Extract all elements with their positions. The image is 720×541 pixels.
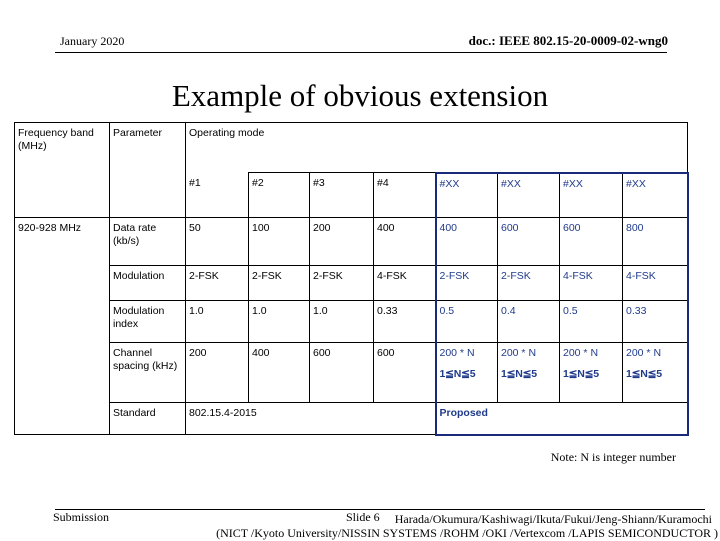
table-cell-proposed: [623, 343, 688, 403]
table-cell-empty: [15, 173, 110, 218]
standard-existing: 802.15.4-2015: [186, 403, 436, 435]
table-cell-proposed: 2-FSK: [498, 266, 560, 301]
channel-spacing-formula: 200 * N: [501, 347, 537, 359]
header-date: January 2020: [60, 34, 125, 48]
footnote: Note: N is integer number: [550, 450, 676, 464]
table-cell-empty: [110, 173, 186, 218]
table-cell-proposed: 0.4: [498, 301, 560, 343]
table-cell-proposed: 600: [560, 218, 623, 266]
slide-title: Example of obvious extension: [171, 78, 549, 113]
table-cell-proposed: 4-FSK: [560, 266, 623, 301]
table-cell-proposed: 0.33: [623, 301, 688, 343]
mode-label: #1: [186, 173, 249, 218]
channel-spacing-formula: 200 * N: [563, 347, 599, 359]
mode-label-proposed: #XX: [436, 173, 498, 218]
slide-number: Slide 6: [346, 510, 380, 524]
table-cell-proposed: [436, 343, 498, 403]
table-cell: 1.0: [310, 301, 374, 343]
table-cell: 200: [310, 218, 374, 266]
table-cell: 1.0: [249, 301, 310, 343]
footer-submission: Submission: [53, 510, 110, 524]
header-doc-id: doc.: IEEE 802.15-20-0009-02-wng0: [468, 33, 668, 48]
mode-label-proposed: #XX: [498, 173, 560, 218]
table-cell: 0.33: [374, 301, 436, 343]
header-divider: [55, 52, 667, 53]
table-cell: 1.0: [186, 301, 249, 343]
table-cell: 50: [186, 218, 249, 266]
table-cell: 400: [374, 218, 436, 266]
standard-proposed: [436, 403, 688, 435]
table-cell-proposed: 800: [623, 218, 688, 266]
channel-range: 1≦N≦5: [439, 368, 476, 380]
table-cell-proposed: 0.5: [436, 301, 498, 343]
col-header-operating-mode: Operating mode: [186, 123, 688, 173]
channel-range: 1≦N≦5: [626, 368, 662, 380]
channel-range: 1≦N≦5: [501, 368, 537, 380]
param-label-modulation: Modulation: [110, 266, 186, 301]
mode-label: #3: [310, 173, 374, 218]
table-cell: 4-FSK: [374, 266, 436, 301]
footer-affiliations: (NICT /Kyoto University/NISSIN SYSTEMS /ROHM /OKI /Vertexcom /LAPIS SEMICONDUCTOR ): [216, 526, 718, 540]
table-cell: 400: [249, 343, 310, 403]
operating-mode-table: [14, 122, 689, 436]
table-cell-proposed: 2-FSK: [436, 266, 498, 301]
proposed-label: Proposed: [439, 407, 488, 419]
mode-label-proposed: #XX: [623, 173, 688, 218]
channel-spacing-formula: 200 * N: [626, 347, 662, 359]
table-cell-proposed: [560, 343, 623, 403]
mode-label: #4: [374, 173, 436, 218]
param-label-standard: Standard: [110, 403, 186, 435]
footer-authors: Harada/Okumura/Kashiwagi/Ikuta/Fukui/Jeng-Shiann/Kuramochi: [394, 512, 712, 526]
col-header-frequency-band: Frequency band (MHz): [15, 123, 110, 173]
table-cell: 2-FSK: [249, 266, 310, 301]
mode-label-proposed: #XX: [560, 173, 623, 218]
param-label-modulation-index: Modulation index: [110, 301, 186, 343]
table-cell: 2-FSK: [310, 266, 374, 301]
table-cell-proposed: 4-FSK: [623, 266, 688, 301]
table-cell-proposed: [498, 343, 560, 403]
table-cell-proposed: 600: [498, 218, 560, 266]
channel-spacing-formula: 200 * N: [439, 347, 475, 359]
table-cell: 2-FSK: [186, 266, 249, 301]
table-cell: 100: [249, 218, 310, 266]
table-cell-proposed: 0.5: [560, 301, 623, 343]
table-cell: 200: [186, 343, 249, 403]
table-cell: 600: [310, 343, 374, 403]
channel-range: 1≦N≦5: [563, 368, 599, 380]
footer-divider: [55, 509, 705, 510]
param-label-data-rate: Data rate (kb/s): [110, 218, 186, 266]
col-header-parameter: Parameter: [110, 123, 186, 173]
mode-label: #2: [249, 173, 310, 218]
table-cell: 600: [374, 343, 436, 403]
param-label-channel-spacing: Channel spacing (kHz): [110, 343, 186, 403]
table-cell-proposed: 400: [436, 218, 498, 266]
frequency-band-value: 920-928 MHz: [15, 218, 110, 435]
